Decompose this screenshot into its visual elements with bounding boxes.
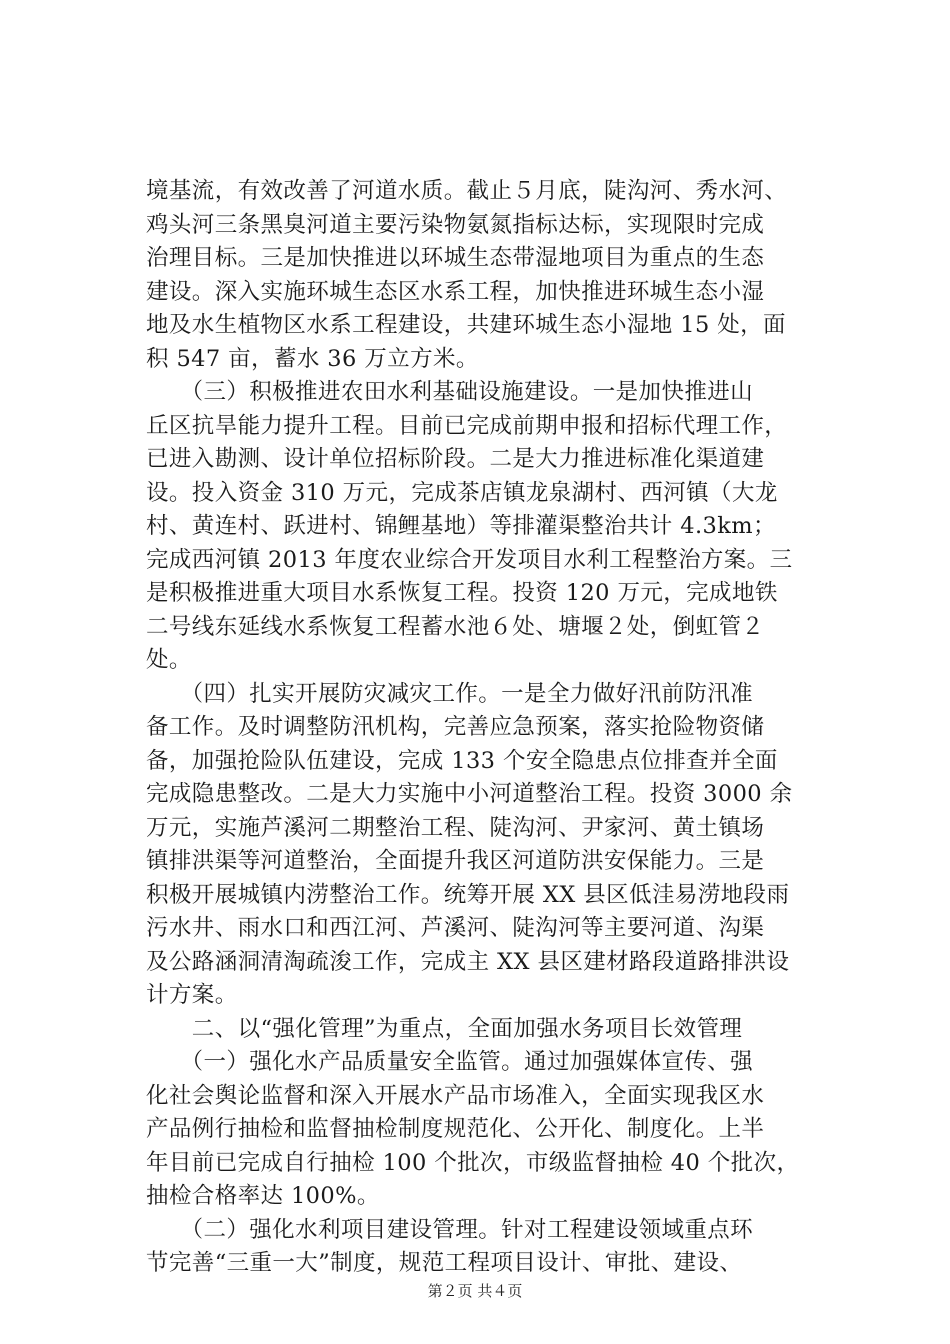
text-line: 积 547 亩，蓄水 36 万立方米。	[146, 345, 479, 372]
text-line: 完成隐患整改。二是大力实施中小河道整治工程。投资 3000 余	[146, 781, 793, 807]
text-line: 积极开展城镇内涝整治工作。统筹开展 XX 县区低洼易涝地段雨	[146, 881, 790, 908]
section-heading: 二、以“强化管理”为重点，全面加强水务项目长效管理	[146, 1015, 743, 1042]
text-line: 境基流，有效改善了河道水质。截止５月底，陡沟河、秀水河、	[146, 178, 788, 204]
text-line: 设。投入资金 310 万元，完成茶店镇龙泉湖村、西河镇（大龙	[146, 479, 778, 506]
page-number-footer: 第２页 共４页	[427, 1282, 523, 1300]
text-line: 地及水生植物区水系工程建设，共建环城生态小湿地 15 处，面	[146, 312, 786, 338]
text-line: （二）强化水利项目建设管理。针对工程建设领域重点环	[146, 1216, 754, 1243]
text-line: 节完善“三重一大”制度，规范工程项目设计、审批、建设、	[146, 1250, 743, 1276]
text-line: 处。	[146, 647, 192, 673]
text-line: 是积极推进重大项目水系恢复工程。投资 120 万元，完成地铁	[146, 580, 778, 606]
text-line: 及公路涵洞清淘疏浚工作，完成主 XX 县区建材路段道路排洪设	[146, 948, 790, 975]
text-line: （四）扎实开展防灾减灾工作。一是全力做好汛前防汛准	[146, 680, 754, 707]
text-line: 丘区抗旱能力提升工程。目前已完成前期申报和招标代理工作，	[146, 412, 788, 439]
text-line: 年目前已完成自行抽检 100 个批次，市级监督抽检 40 个批次，	[146, 1149, 800, 1176]
text-line: 二号线东延线水系恢复工程蓄水池６处、塘堰２处，倒虹管２	[146, 613, 765, 640]
text-line: 污水井、雨水口和西江河、芦溪河、陡沟河等主要河道、沟渠	[146, 915, 765, 941]
text-line: （一）强化水产品质量安全监管。通过加强媒体宣传、强	[146, 1049, 754, 1075]
text-line: 村、黄连村、跃进村、锦鲤基地）等排灌渠整治共计 4.3km；	[146, 513, 776, 539]
text-line: 已进入勘测、设计单位招标阶段。二是大力推进标准化渠道建	[146, 446, 765, 472]
text-line: 计方案。	[146, 982, 238, 1008]
text-line: 鸡头河三条黑臭河道主要污染物氨氮指标达标，实现限时完成	[146, 211, 765, 238]
text-line: 万元，实施芦溪河二期整治工程、陡沟河、尹家河、黄土镇场	[146, 814, 765, 841]
text-line: 镇排洪渠等河道整治，全面提升我区河道防洪安保能力。三是	[146, 848, 765, 874]
document-body	[146, 175, 836, 1281]
text-line: 治理目标。三是加快推进以环城生态带湿地项目为重点的生态	[146, 245, 765, 271]
text-line: 产品例行抽检和监督抽检制度规范化、公开化、制度化。上半	[146, 1116, 765, 1142]
text-line: （三）积极推进农田水利基础设施建设。一是加快推进山	[146, 379, 754, 405]
text-line: 完成西河镇 2013 年度农业综合开发项目水利工程整治方案。三	[146, 546, 793, 573]
text-line: 备，加强抢险队伍建设，完成 133 个安全隐患点位排查并全面	[146, 747, 778, 774]
text-line: 抽检合格率达 100%。	[146, 1183, 380, 1209]
text-line: 化社会舆论监督和深入开展水产品市场准入，全面实现我区水	[146, 1082, 765, 1109]
text-line: 建设。深入实施环城生态区水系工程，加快推进环城生态小湿	[146, 278, 765, 305]
text-line: 备工作。及时调整防汛机构，完善应急预案，落实抢险物资储	[146, 714, 765, 740]
